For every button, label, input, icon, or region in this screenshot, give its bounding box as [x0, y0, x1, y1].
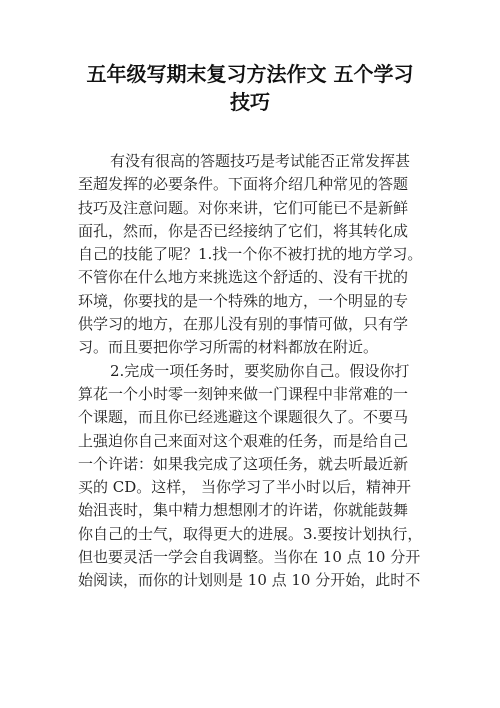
paragraph-1	[78, 150, 434, 360]
text-line: 环境，你要找的是一个特殊的地方，一个明显的专	[78, 291, 409, 310]
text-line: 一个许诺：如果我完成了这项任务，就去听最近新	[78, 454, 409, 473]
text-line: 自己的技能了呢？1.找一个你不被打扰的地方学习。	[78, 245, 423, 264]
text-line: 供学习的地方，在那儿没有别的事情可做，只有学	[78, 315, 409, 334]
text-line: 面孔，然而，你是否已经接纳了它们，将其转化成	[78, 221, 409, 240]
text-line: 买的 CD。这样， 当你学习了半小时以后，精神开	[78, 478, 412, 497]
text-line: 个课题，而且你已经逃避这个课题很久了。不要马	[78, 408, 409, 427]
text-line: 但也要灵活一学会自我调整。当你在 10 点 10 分开	[78, 548, 421, 567]
text-line: 上强迫你自己来面对这个艰难的任务，而是给自己	[78, 431, 409, 450]
document-title	[60, 60, 440, 116]
text-line: 习。而且要把你学习所需的材料都放在附近。	[78, 338, 379, 357]
text-line: 至超发挥的必要条件。下面将介绍几种常见的答题	[78, 175, 409, 194]
text-line: 不管你在什么地方来挑选这个舒适的、没有干扰的	[78, 268, 409, 287]
text-line: 始沮丧时，集中精力想想刚才的许诺，你就能鼓舞	[78, 501, 409, 520]
text-line: 有没有很高的答题技巧是考试能否正常发挥甚	[110, 152, 411, 170]
text-line: 技巧及注意问题。对你来讲，它们可能已不是新鲜	[78, 198, 409, 217]
title-line: 五年级写期末复习方法作文 五个学习	[86, 62, 414, 86]
text-line: 始阅读，而你的计划则是 10 点 10 分开始，此时不	[78, 571, 421, 590]
title-line: 技巧	[230, 90, 270, 114]
paragraph-2	[78, 360, 434, 593]
text-line: 2.完成一项任务时，要奖励你自己。假设你打	[110, 361, 410, 380]
text-line: 你自己的士气，取得更大的进展。3.要按计划执行，	[78, 524, 423, 543]
text-line: 算花一个小时零一刻钟来做一门课程中非常难的一	[78, 384, 409, 403]
document-body	[78, 150, 434, 593]
